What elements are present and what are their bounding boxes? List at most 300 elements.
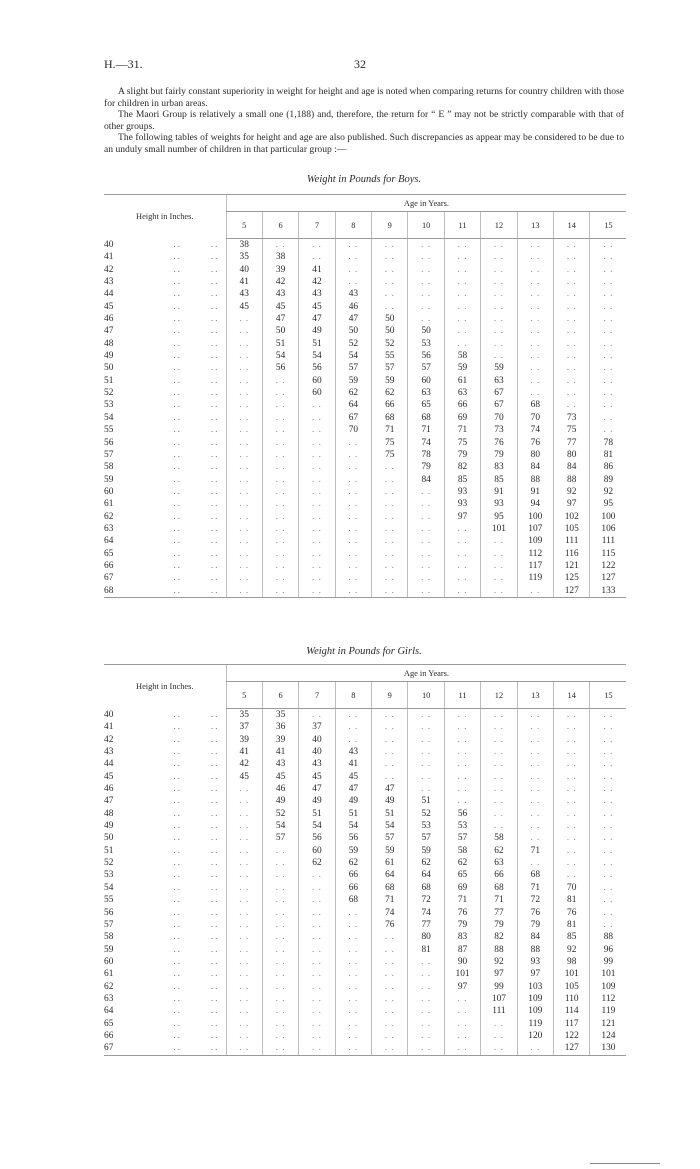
age-group-header: Age in Years. [226, 195, 626, 212]
leader-dots: .. [210, 548, 220, 559]
weight-cell: . . [517, 857, 553, 869]
weight-cell: 59 [372, 375, 408, 387]
weight-cell: . . [335, 523, 371, 535]
weight-cell: 120 [517, 1030, 553, 1042]
leader-dots: .. [210, 474, 220, 485]
height-cell: 66 [104, 1030, 114, 1041]
weight-cell: 45 [335, 771, 371, 783]
weight-cell: 84 [408, 474, 444, 486]
weight-cell: 88 [517, 944, 553, 956]
table-row [104, 709, 626, 722]
leader-dots: .. [210, 944, 220, 955]
height-cell: 52 [104, 858, 114, 869]
leader-dots: .. [210, 870, 220, 881]
weight-cell: . . [408, 771, 444, 783]
weight-cell: . . [226, 350, 262, 362]
leader-dots: .. [173, 771, 182, 782]
weight-cell: 43 [335, 746, 371, 758]
weight-cell: . . [226, 808, 262, 820]
leader-dots: .. [173, 993, 182, 1004]
weight-cell: . . [226, 585, 262, 598]
leader-dots: .. [210, 1018, 220, 1029]
weight-cell: . . [590, 424, 626, 436]
weight-cell: 81 [408, 944, 444, 956]
weight-cell: . . [335, 919, 371, 931]
weight-cell: 59 [335, 845, 371, 857]
weight-cell: . . [444, 523, 480, 535]
weight-cell: 57 [335, 362, 371, 374]
weight-cell: . . [517, 734, 553, 746]
weight-cell: . . [335, 968, 371, 980]
weight-cell: 71 [517, 882, 553, 894]
weight-cell: . . [335, 548, 371, 560]
weight-cell: . . [299, 461, 335, 473]
weight-cell: . . [481, 734, 517, 746]
height-cell: 62 [104, 981, 114, 992]
leader-dots: .. [210, 277, 220, 288]
leader-dots: .. [173, 326, 182, 337]
weight-cell: . . [262, 572, 298, 584]
weight-cell: 65 [444, 869, 480, 881]
weight-cell: 58 [444, 845, 480, 857]
table-row [104, 412, 626, 424]
weight-cell: . . [590, 907, 626, 919]
weight-cell: . . [299, 239, 335, 252]
weight-cell: . . [372, 721, 408, 733]
weight-cell: 62 [372, 387, 408, 399]
weight-cell: . . [335, 1018, 371, 1030]
leader-dots: .. [173, 425, 182, 436]
girls-weight-table [104, 664, 626, 1056]
weight-cell: . . [226, 375, 262, 387]
weight-cell: . . [554, 251, 590, 263]
weight-cell: 51 [299, 808, 335, 820]
weight-cell: . . [481, 313, 517, 325]
weight-cell: 80 [554, 449, 590, 461]
weight-cell: . . [372, 572, 408, 584]
leader-dots: .. [210, 289, 220, 300]
leader-dots: .. [173, 412, 182, 423]
weight-cell: . . [335, 437, 371, 449]
weight-cell: . . [517, 721, 553, 733]
weight-cell: . . [372, 264, 408, 276]
leader-dots: .. [173, 363, 182, 374]
weight-cell: . . [335, 956, 371, 968]
weight-cell: 47 [299, 783, 335, 795]
page-header [104, 57, 624, 73]
weight-cell: 101 [590, 968, 626, 980]
weight-cell: 54 [299, 350, 335, 362]
weight-cell: . . [335, 993, 371, 1005]
weight-cell: 119 [590, 1005, 626, 1017]
weight-cell: . . [590, 771, 626, 783]
leader-dots: .. [210, 969, 220, 980]
table-row [104, 535, 626, 547]
weight-cell: . . [335, 709, 371, 722]
weight-cell: . . [517, 783, 553, 795]
weight-cell: 62 [481, 845, 517, 857]
intro-text [104, 86, 624, 156]
weight-cell: 60 [299, 387, 335, 399]
weight-cell: . . [335, 1005, 371, 1017]
weight-cell: 50 [408, 325, 444, 337]
weight-cell: . . [554, 375, 590, 387]
table-row [104, 375, 626, 387]
leader-dots: .. [210, 425, 220, 436]
weight-cell: . . [590, 264, 626, 276]
weight-cell: . . [299, 869, 335, 881]
weight-cell: 60 [408, 375, 444, 387]
leader-dots: .. [210, 759, 220, 770]
leader-dots: .. [210, 351, 220, 362]
weight-cell: . . [590, 882, 626, 894]
weight-cell: . . [226, 486, 262, 498]
height-cell: 61 [104, 499, 114, 510]
weight-cell: 62 [299, 857, 335, 869]
weight-cell: . . [299, 560, 335, 572]
weight-cell: . . [408, 758, 444, 770]
weight-cell: . . [335, 251, 371, 263]
weight-cell: 105 [554, 523, 590, 535]
weight-cell: . . [554, 362, 590, 374]
weight-cell: 92 [590, 486, 626, 498]
weight-cell: . . [481, 264, 517, 276]
weight-cell: . . [408, 734, 444, 746]
weight-cell: . . [408, 993, 444, 1005]
weight-cell: 112 [590, 993, 626, 1005]
weight-cell: 39 [262, 264, 298, 276]
weight-cell: 54 [299, 820, 335, 832]
weight-cell: . . [226, 313, 262, 325]
weight-cell: . . [590, 709, 626, 722]
table-row [104, 919, 626, 931]
table-row [104, 560, 626, 572]
table-row [104, 301, 626, 313]
girls-table-caption: Weight in Pounds for Girls. [306, 646, 422, 657]
height-cell: 65 [104, 548, 114, 559]
leader-dots: .. [173, 375, 182, 386]
weight-cell: 59 [372, 845, 408, 857]
weight-cell: . . [554, 845, 590, 857]
weight-cell: . . [226, 338, 262, 350]
weight-cell: . . [408, 511, 444, 523]
weight-cell: . . [554, 325, 590, 337]
height-cell: 55 [104, 425, 114, 436]
weight-cell: . . [444, 338, 480, 350]
weight-cell: . . [335, 1030, 371, 1042]
weight-cell: 68 [408, 882, 444, 894]
weight-cell: . . [299, 424, 335, 436]
weight-cell: 86 [590, 461, 626, 473]
weight-cell: 127 [554, 585, 590, 598]
weight-cell: 101 [554, 968, 590, 980]
weight-cell: . . [590, 746, 626, 758]
weight-cell: . . [481, 560, 517, 572]
age-column-header: 9 [372, 682, 408, 709]
weight-cell: 75 [554, 424, 590, 436]
weight-cell: . . [299, 931, 335, 943]
weight-cell: 35 [262, 709, 298, 722]
weight-cell: . . [372, 585, 408, 598]
weight-cell: 57 [408, 362, 444, 374]
weight-cell: 54 [335, 820, 371, 832]
weight-cell: 40 [299, 734, 335, 746]
leader-dots: .. [173, 734, 182, 745]
weight-cell: . . [226, 412, 262, 424]
weight-cell: . . [335, 981, 371, 993]
weight-cell: . . [444, 709, 480, 722]
weight-cell: 47 [372, 783, 408, 795]
weight-cell: . . [262, 375, 298, 387]
weight-cell: . . [372, 746, 408, 758]
leader-dots: .. [173, 338, 182, 349]
weight-cell: 64 [335, 399, 371, 411]
weight-cell: 69 [444, 882, 480, 894]
weight-cell: . . [299, 968, 335, 980]
weight-cell: 100 [517, 511, 553, 523]
leader-dots: .. [210, 301, 220, 312]
weight-cell: 75 [444, 437, 480, 449]
height-cell: 64 [104, 536, 114, 547]
weight-cell: . . [590, 301, 626, 313]
weight-cell: 82 [481, 931, 517, 943]
weight-cell: . . [517, 239, 553, 252]
table-row [104, 993, 626, 1005]
weight-cell: . . [262, 548, 298, 560]
boys-weight-table [104, 194, 626, 598]
weight-cell: 57 [372, 832, 408, 844]
weight-cell: . . [299, 944, 335, 956]
weight-cell: . . [590, 276, 626, 288]
weight-cell: 58 [481, 832, 517, 844]
weight-cell: 67 [335, 412, 371, 424]
leader-dots: .. [173, 858, 182, 869]
weight-cell: 71 [517, 845, 553, 857]
weight-cell: 83 [481, 461, 517, 473]
weight-cell: . . [590, 919, 626, 931]
weight-cell: . . [444, 251, 480, 263]
weight-cell: 54 [262, 820, 298, 832]
table-row [104, 758, 626, 770]
weight-cell: . . [444, 758, 480, 770]
weight-cell: 77 [408, 919, 444, 931]
height-cell: 62 [104, 511, 114, 522]
weight-cell: . . [444, 1005, 480, 1017]
table-row [104, 944, 626, 956]
weight-cell: . . [335, 931, 371, 943]
weight-cell: 36 [262, 721, 298, 733]
weight-cell: . . [335, 264, 371, 276]
weight-cell: . . [444, 301, 480, 313]
weight-cell: . . [262, 956, 298, 968]
weight-cell: 53 [408, 338, 444, 350]
height-cell: 48 [104, 338, 114, 349]
leader-dots: .. [210, 747, 220, 758]
weight-cell: 56 [262, 362, 298, 374]
height-cell: 42 [104, 734, 114, 745]
weight-cell: . . [554, 399, 590, 411]
weight-cell: 37 [226, 721, 262, 733]
weight-cell: . . [372, 511, 408, 523]
weight-cell: . . [444, 239, 480, 252]
weight-cell: 101 [444, 968, 480, 980]
weight-cell: 94 [517, 498, 553, 510]
weight-cell: . . [590, 795, 626, 807]
weight-cell: . . [554, 746, 590, 758]
weight-cell: 85 [444, 474, 480, 486]
weight-cell: 99 [481, 981, 517, 993]
weight-cell: . . [444, 264, 480, 276]
leader-dots: .. [173, 944, 182, 955]
weight-cell: . . [226, 968, 262, 980]
weight-cell: 115 [590, 548, 626, 560]
height-cell: 47 [104, 326, 114, 337]
weight-cell: . . [262, 944, 298, 956]
weight-cell: 45 [226, 771, 262, 783]
weight-cell: 49 [335, 795, 371, 807]
weight-cell: 70 [517, 412, 553, 424]
weight-cell: 98 [554, 956, 590, 968]
weight-cell: 59 [444, 362, 480, 374]
weight-cell: . . [262, 474, 298, 486]
weight-cell: 92 [481, 956, 517, 968]
table-row [104, 486, 626, 498]
weight-cell: . . [226, 894, 262, 906]
weight-cell: 71 [444, 894, 480, 906]
weight-cell: . . [226, 1018, 262, 1030]
weight-cell: . . [517, 375, 553, 387]
weight-cell: 76 [481, 437, 517, 449]
weight-cell: . . [262, 399, 298, 411]
age-column-header: 15 [590, 212, 626, 239]
weight-cell: . . [590, 783, 626, 795]
height-cell: 61 [104, 969, 114, 980]
weight-cell: . . [481, 585, 517, 598]
weight-cell: . . [335, 535, 371, 547]
weight-cell: 79 [481, 919, 517, 931]
weight-cell: 40 [226, 264, 262, 276]
weight-cell: 76 [444, 907, 480, 919]
weight-cell: 41 [226, 276, 262, 288]
weight-cell: 109 [517, 993, 553, 1005]
weight-cell: 93 [444, 486, 480, 498]
weight-cell: 63 [481, 375, 517, 387]
table-row [104, 239, 626, 252]
weight-cell: . . [554, 387, 590, 399]
weight-cell: . . [590, 387, 626, 399]
weight-cell: 47 [299, 313, 335, 325]
age-column-header: 5 [226, 212, 262, 239]
weight-cell: . . [408, 313, 444, 325]
weight-cell: . . [262, 486, 298, 498]
weight-cell: . . [517, 795, 553, 807]
weight-cell: . . [408, 301, 444, 313]
weight-cell: 47 [262, 313, 298, 325]
weight-cell: 79 [444, 449, 480, 461]
weight-cell: . . [554, 808, 590, 820]
weight-cell: . . [481, 301, 517, 313]
weight-cell: 58 [444, 350, 480, 362]
weight-cell: 56 [408, 350, 444, 362]
table-row [104, 437, 626, 449]
leader-dots: .. [173, 264, 182, 275]
weight-cell: . . [408, 560, 444, 572]
weight-cell: . . [590, 362, 626, 374]
weight-cell: 57 [262, 832, 298, 844]
leader-dots: .. [210, 771, 220, 782]
weight-cell: . . [590, 251, 626, 263]
weight-cell: . . [372, 523, 408, 535]
weight-cell: 106 [590, 523, 626, 535]
weight-cell: 95 [590, 498, 626, 510]
table-row [104, 449, 626, 461]
weight-cell: 122 [590, 560, 626, 572]
weight-cell: . . [481, 338, 517, 350]
weight-cell: . . [226, 944, 262, 956]
weight-cell: . . [262, 869, 298, 881]
weight-cell: . . [299, 709, 335, 722]
weight-cell: . . [444, 1030, 480, 1042]
leader-dots: .. [210, 981, 220, 992]
weight-cell: . . [481, 239, 517, 252]
table-row [104, 585, 626, 598]
height-cell: 50 [104, 363, 114, 374]
weight-cell: . . [299, 981, 335, 993]
weight-cell: 97 [517, 968, 553, 980]
weight-cell: . . [262, 919, 298, 931]
weight-cell: . . [517, 832, 553, 844]
weight-cell: . . [481, 783, 517, 795]
age-column-header: 11 [444, 212, 480, 239]
height-cell: 65 [104, 1018, 114, 1029]
weight-cell: . . [299, 523, 335, 535]
height-cell: 67 [104, 573, 114, 584]
weight-cell: . . [408, 721, 444, 733]
weight-cell: 100 [590, 511, 626, 523]
table-row [104, 325, 626, 337]
weight-cell: . . [372, 944, 408, 956]
leader-dots: .. [173, 474, 182, 485]
weight-cell: 57 [444, 832, 480, 844]
weight-cell: 76 [517, 907, 553, 919]
weight-cell: . . [517, 362, 553, 374]
weight-cell: . . [444, 288, 480, 300]
weight-cell: . . [372, 251, 408, 263]
weight-cell: 68 [372, 882, 408, 894]
weight-cell: . . [335, 511, 371, 523]
table-row [104, 498, 626, 510]
weight-cell: 46 [335, 301, 371, 313]
weight-cell: . . [554, 857, 590, 869]
weight-cell: . . [517, 276, 553, 288]
height-cell: 48 [104, 808, 114, 819]
weight-cell: 119 [517, 572, 553, 584]
leader-dots: .. [210, 932, 220, 943]
weight-cell: 72 [408, 894, 444, 906]
weight-cell: . . [262, 461, 298, 473]
weight-cell: . . [517, 288, 553, 300]
leader-dots: .. [210, 499, 220, 510]
weight-cell: . . [262, 907, 298, 919]
leader-dots: .. [173, 1030, 182, 1041]
weight-cell: . . [481, 771, 517, 783]
weight-cell: . . [481, 820, 517, 832]
weight-cell: . . [262, 894, 298, 906]
weight-cell: 109 [517, 535, 553, 547]
weight-cell: 114 [554, 1005, 590, 1017]
weight-cell: 73 [554, 412, 590, 424]
weight-cell: . . [408, 1005, 444, 1017]
